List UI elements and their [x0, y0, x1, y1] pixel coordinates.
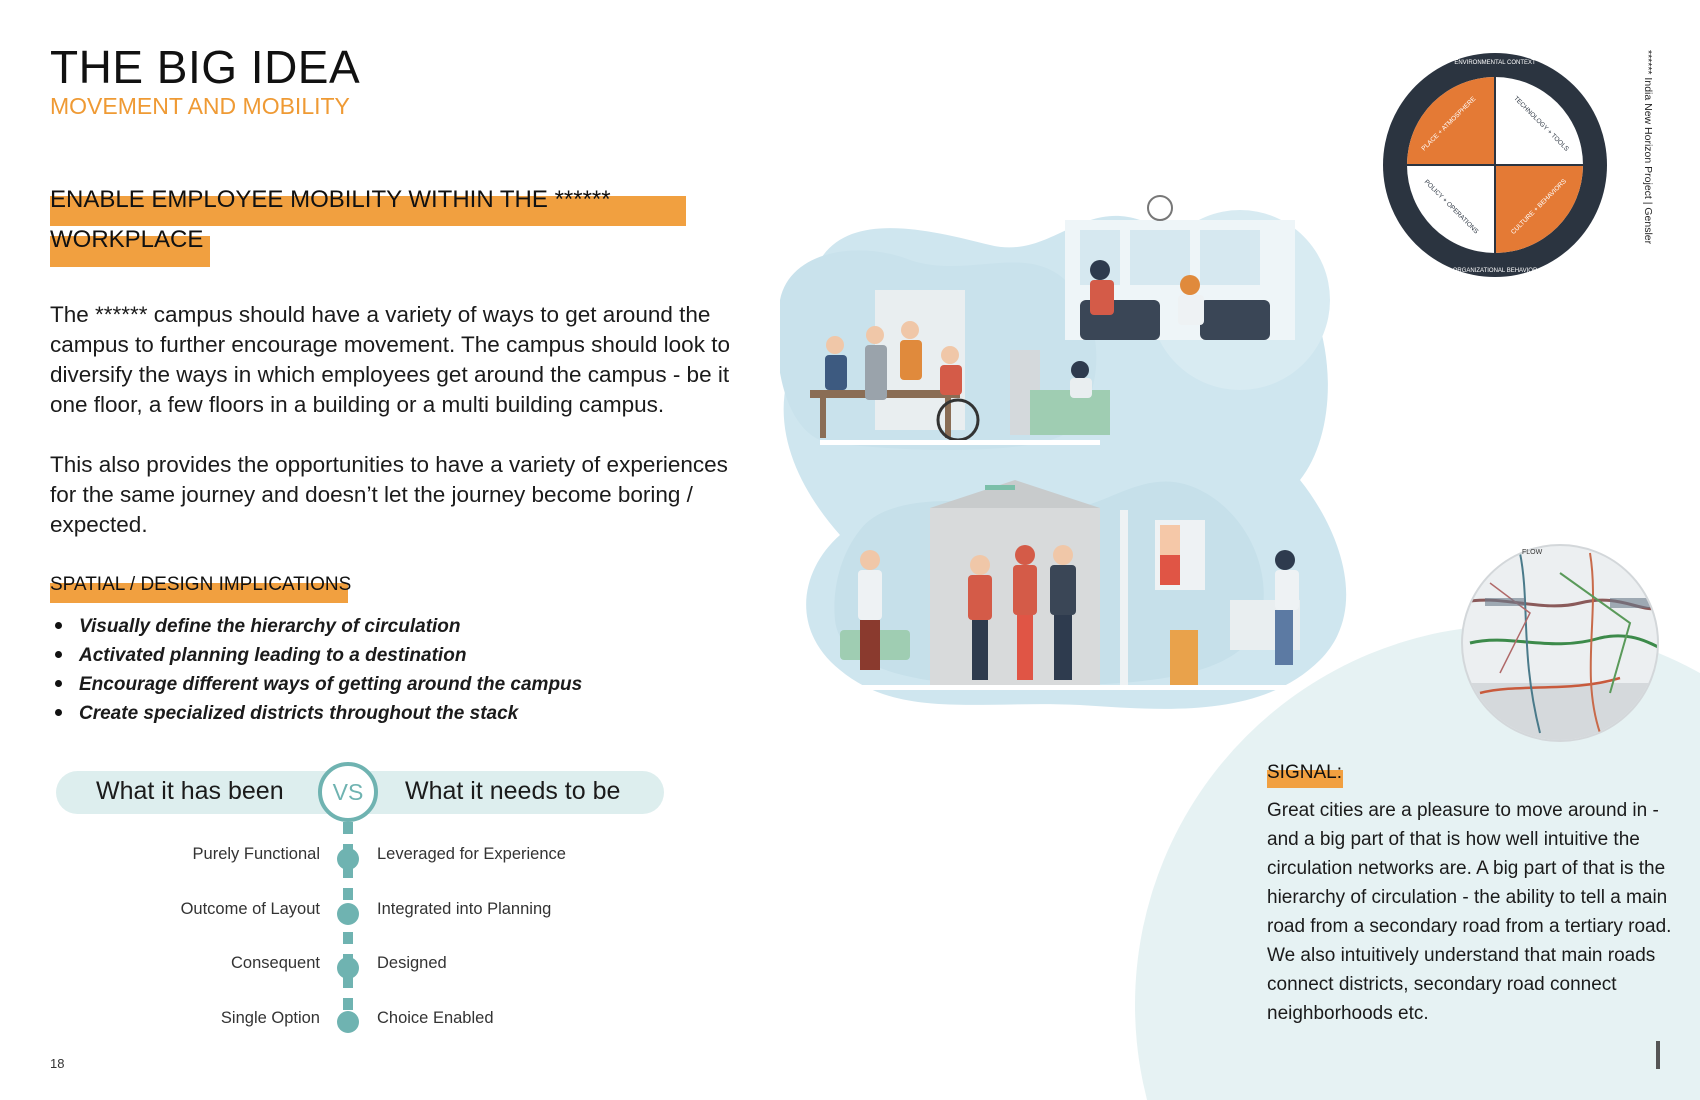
bullet-icon [55, 680, 62, 687]
section-heading-line1: ENABLE EMPLOYEE MOBILITY WITHIN THE ****** [50, 186, 611, 213]
quadrant-label-technology: TECHNOLOGY + TOOLS [1512, 95, 1570, 153]
implications-list [50, 612, 582, 728]
map-label: FLOW [1522, 549, 1543, 556]
bullet-icon [55, 709, 62, 716]
page-number: 18 [50, 1056, 65, 1071]
wheel-outer-top-label: ENVIRONMENTAL CONTEXT [1454, 60, 1536, 66]
page-title: THE BIG IDEA [50, 41, 361, 93]
project-side-label: ****** India New Horizon Project | Gensler [1642, 50, 1654, 245]
bullet-icon [55, 622, 62, 629]
list-item: Visually define the hierarchy of circulation [50, 612, 582, 641]
signal-title: SIGNAL: [1267, 762, 1342, 783]
list-item: Encourage different ways of getting around the campus [50, 670, 582, 699]
body-paragraph-2: This also provides the opportunities to have a variety of experiences for the same journey and doesn’t let the journey become boring / expected. [50, 452, 728, 537]
wheel-outer-bottom-label: ORGANIZATIONAL BEHAVIOR [1452, 268, 1538, 274]
signal-body: Great cities are a pleasure to move around in - and a big part of that is how well intuitive the circulation networks are. A big part of that is the hierarchy of circulation - the ability to tell a main road from a secondary road from a tertiary road. We also intuitively understand that main roads connect districts, secondary road connect neighborhoods etc. [1267, 800, 1672, 1024]
framework-wheel-diagram [1380, 50, 1610, 280]
timeline-dot [337, 848, 359, 870]
timeline-dot [337, 957, 359, 979]
comparison-before: Consequent [231, 954, 320, 972]
section-heading-line2: WORKPLACE [50, 226, 204, 253]
comparison-after: Integrated into Planning [377, 900, 552, 918]
quadrant-label-culture: CULTURE + BEHAVIORS [1509, 177, 1568, 236]
body-paragraph-1: The ****** campus should have a variety of ways to get around the campus to further encourage movement. The campus should look to diversify the ways in which employees get around the campus - be it one floor, a few floors in a building or a multi building campus. [50, 302, 730, 417]
timeline-dot [337, 1011, 359, 1033]
comparison-after: Designed [377, 954, 447, 972]
implications-title: SPATIAL / DESIGN IMPLICATIONS [50, 574, 352, 595]
comparison-before: Outcome of Layout [180, 900, 320, 918]
comparison-before: Single Option [220, 1009, 320, 1027]
quadrant-label-place: PLACE + ATMOSPHERE [1420, 95, 1478, 153]
workplace-illustration [780, 190, 1380, 730]
circulation-map-image [1460, 543, 1660, 743]
comparison-after: Leveraged for Experience [377, 845, 566, 863]
vs-badge: VS [318, 762, 378, 822]
bullet-icon [55, 651, 62, 658]
comparison-right-header: What it needs to be [405, 777, 621, 805]
list-item: Activated planning leading to a destination [50, 641, 582, 670]
page-end-marker [1656, 1041, 1660, 1069]
list-item: Create specialized districts throughout the stack [50, 699, 582, 728]
timeline-dot [337, 903, 359, 925]
page-subtitle: MOVEMENT AND MOBILITY [50, 93, 350, 119]
quadrant-label-policy: POLICY + OPERATIONS [1422, 178, 1480, 236]
comparison-before: Purely Functional [192, 845, 320, 863]
comparison-left-header: What it has been [96, 777, 284, 805]
comparison-after: Choice Enabled [377, 1009, 494, 1027]
